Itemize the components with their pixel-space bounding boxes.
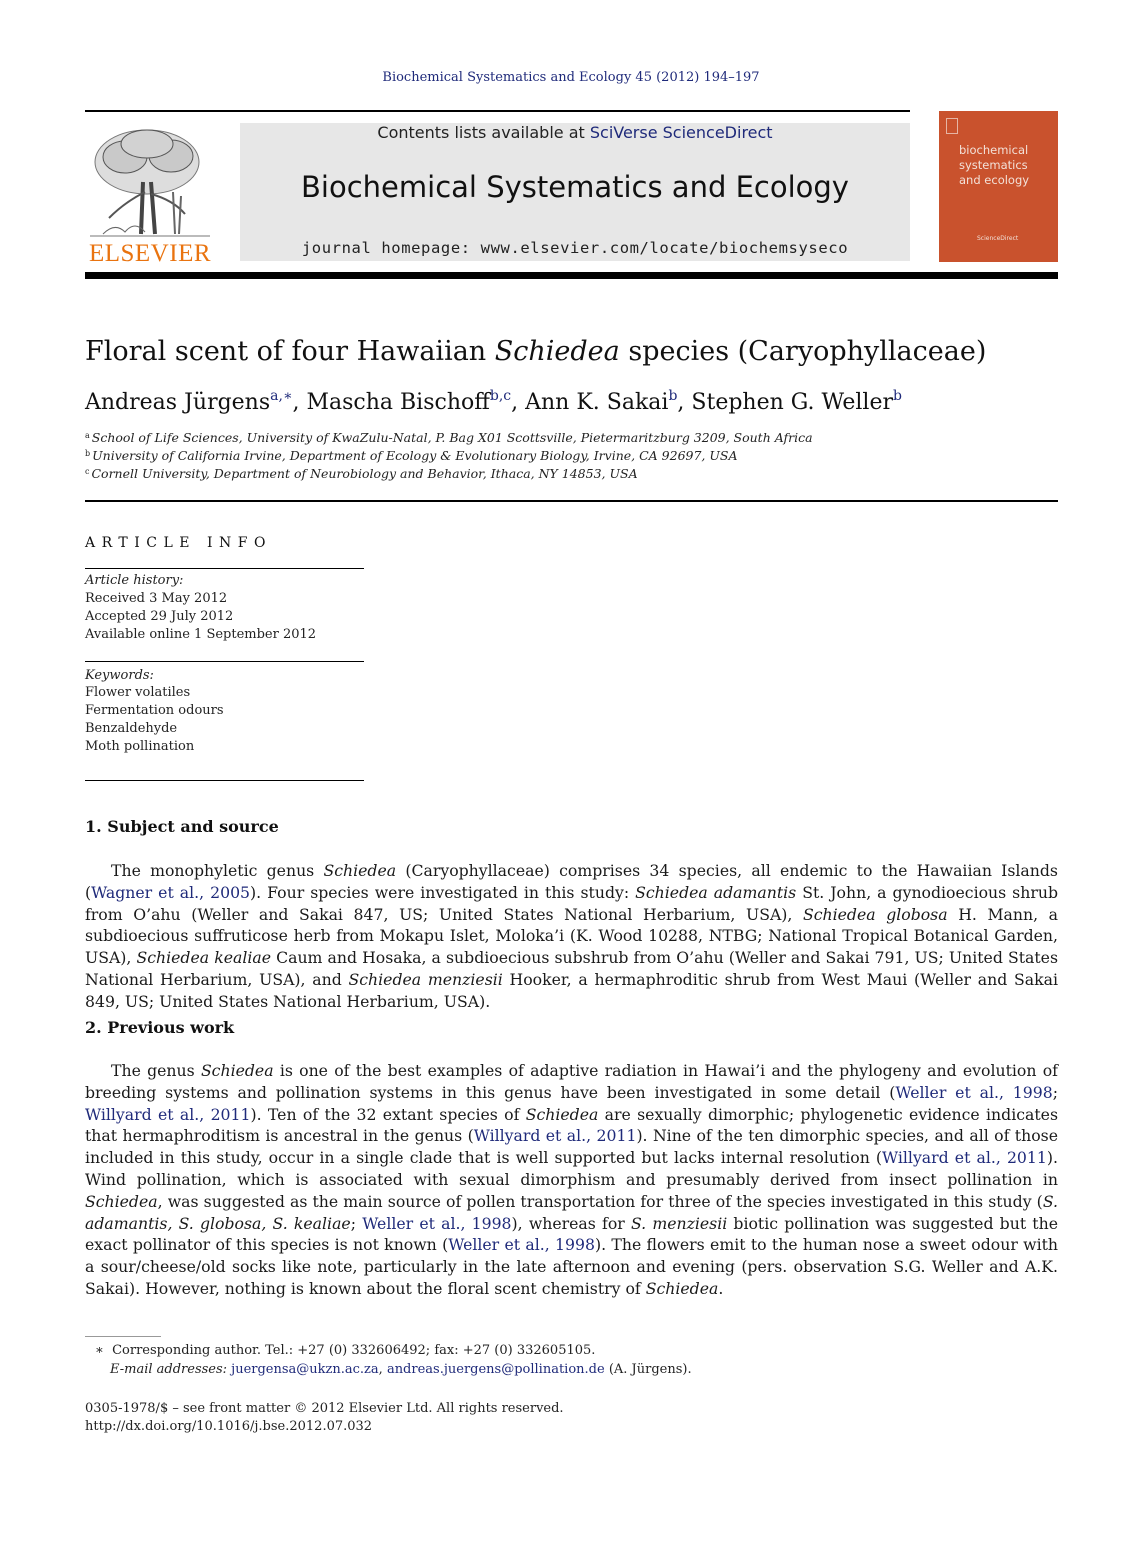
history-received: Received 3 May 2012 xyxy=(85,591,228,606)
author-list xyxy=(85,388,902,415)
keyword: Moth pollination xyxy=(85,739,195,754)
affiliation-text: Cornell University, Department of Neurobiology and Behavior, Ithaca, NY 14853, USA xyxy=(91,466,638,481)
journal-homepage-link[interactable]: journal homepage: www.elsevier.com/locate/biochemsyseco xyxy=(301,239,849,257)
contents-line xyxy=(240,123,910,142)
section-1-body xyxy=(85,860,1058,1013)
body-text: ). Four species were investigated in this study: xyxy=(250,882,636,902)
author-affiliation-marker[interactable]: b,c xyxy=(489,388,512,404)
italic-text: Schiedea menziesii xyxy=(348,969,503,989)
italic-text: Schiedea xyxy=(85,1191,158,1211)
footnote-rule xyxy=(85,1336,161,1337)
citation-link[interactable]: Weller et al., 1998 xyxy=(448,1235,595,1255)
affiliation-text: University of California Irvine, Department of Ecology & Evolutionary Biology, Irvine, CA 92697, USA xyxy=(92,448,738,463)
affiliation-mark: b xyxy=(85,449,91,458)
author-name: Mascha Bischoff xyxy=(306,390,490,415)
affiliation-c xyxy=(85,466,638,481)
elsevier-wordmark: ELSEVIER xyxy=(88,240,212,267)
paragraph xyxy=(85,860,1058,1013)
affiliation-a xyxy=(85,430,813,445)
body-text: ; xyxy=(1052,1082,1058,1102)
body-text: is one of the best examples of adaptive radiation in Hawai’i and the phylogeny and evolution of breeding systems and pollination systems in this genus have been investigated in some detail ( xyxy=(85,1061,1058,1102)
email-label: E-mail addresses: xyxy=(110,1362,232,1377)
header-rule xyxy=(85,110,910,112)
masthead-rule xyxy=(85,272,1058,279)
history-accepted: Accepted 29 July 2012 xyxy=(85,609,234,624)
italic-text: Schiedea kealiae xyxy=(136,948,272,968)
journal-citation-link[interactable]: Biochemical Systematics and Ecology 45 (2012) 194–197 xyxy=(382,70,760,85)
email-link[interactable]: juergensa@ukzn.ac.za xyxy=(231,1362,379,1377)
author-affiliation-marker[interactable]: a,∗ xyxy=(270,388,293,404)
italic-text: Schiedea xyxy=(525,1104,599,1124)
body-text: Hooker, a hermaphroditic shrub from West Maui (Weller and Sakai 849, US; United States National Herbarium, USA). xyxy=(85,969,1058,1011)
body-text: ). Nine of the ten dimorphic species, and all of those included in this study, occur in a single clade that is well supported but lacks internal resolution ( xyxy=(85,1126,1058,1168)
body-text: (Caryophyllaceae) comprises 34 species, all endemic to the Hawaiian Islands ( xyxy=(85,861,1058,902)
cover-badge: ScienceDirect xyxy=(977,235,1019,242)
author-name: Andreas Jürgens xyxy=(85,390,271,415)
keywords-label: Keywords: xyxy=(85,668,154,683)
section-2-heading: 2. Previous work xyxy=(85,1018,235,1037)
italic-text: Schiedea globosa xyxy=(802,904,948,924)
italic-text: Schiedea xyxy=(200,1061,274,1080)
email-sep: , xyxy=(378,1362,387,1377)
author-name: Ann K. Sakai xyxy=(525,390,669,415)
italic-text: Schiedea xyxy=(323,861,397,880)
citation-link[interactable]: Weller et al., 1998 xyxy=(895,1082,1053,1102)
body-text: ). Wind pollination, which is associated with sexual dimorphism and presumably derived from insect pollination in xyxy=(85,1148,1058,1189)
info-rule xyxy=(85,780,364,781)
citation-link[interactable]: Willyard et al., 2011 xyxy=(882,1148,1047,1168)
keyword: Benzaldehyde xyxy=(85,721,178,736)
keyword: Flower volatiles xyxy=(85,685,191,700)
body-text: Caum and Hosaka, a subdioecious subshrub from O’ahu (Weller and Sakai 791, US; United States National Herbarium, USA), and xyxy=(85,948,1058,989)
affiliation-b xyxy=(85,448,738,463)
info-rule xyxy=(85,568,364,569)
affiliation-mark: c xyxy=(85,467,90,476)
title-block-rule xyxy=(85,500,1058,502)
italic-text: Schiedea adamantis xyxy=(635,882,797,902)
title-part: species (Caryophyllaceae) xyxy=(619,336,987,367)
body-text: biotic pollination was suggested but the exact pollinator of this species is not known ( xyxy=(85,1213,1058,1255)
journal-title: Biochemical Systematics and Ecology xyxy=(301,170,849,204)
body-text: ). Ten of the 32 extant species of xyxy=(250,1104,526,1124)
body-text: ; xyxy=(350,1213,363,1233)
keyword: Fermentation odours xyxy=(85,703,224,718)
copyright-line: 0305-1978/$ – see front matter © 2012 Elsevier Ltd. All rights reserved. xyxy=(85,1401,564,1416)
article-title xyxy=(85,336,986,367)
body-text: The genus xyxy=(111,1061,201,1080)
author-affiliation-marker[interactable]: b xyxy=(668,388,678,404)
history-online: Available online 1 September 2012 xyxy=(85,627,317,642)
info-rule xyxy=(85,661,364,662)
affiliation-mark: a xyxy=(85,431,90,440)
cover-title: biochemical systematics and ecology xyxy=(959,143,1030,187)
author-name: Stephen G. Weller xyxy=(691,390,893,415)
cover-logo-icon xyxy=(946,118,958,134)
body-text: ), whereas for xyxy=(511,1213,631,1233)
paragraph xyxy=(85,1060,1058,1300)
body-text: . xyxy=(718,1278,724,1298)
section-2-body xyxy=(85,1060,1058,1300)
author-sep: , xyxy=(677,390,692,415)
email-link[interactable]: andreas.juergens@pollination.de xyxy=(386,1362,605,1377)
article-info-heading: ARTICLE INFO xyxy=(85,535,272,551)
sciencedirect-link[interactable]: SciVerse ScienceDirect xyxy=(589,123,773,142)
footnote-mark: ∗ xyxy=(95,1343,104,1358)
contents-prefix: Contents lists available at xyxy=(377,123,590,142)
email-owner: (A. Jürgens). xyxy=(604,1362,692,1377)
journal-cover-image[interactable] xyxy=(939,111,1058,262)
author-affiliation-marker[interactable]: b xyxy=(893,388,902,404)
body-text: St. John, a gynodioecious shrub from O’ahu (Weller and Sakai 847, US; United States National Herbarium, USA), xyxy=(85,882,1058,924)
italic-text: Schiedea xyxy=(645,1278,719,1298)
title-genus: Schiedea xyxy=(494,336,620,367)
email-footnote xyxy=(110,1362,692,1377)
doi-link[interactable]: http://dx.doi.org/10.1016/j.bse.2012.07.032 xyxy=(85,1419,373,1434)
title-part: Floral scent of four Hawaiian xyxy=(85,336,495,367)
section-1-heading: 1. Subject and source xyxy=(85,817,279,836)
citation-link[interactable]: Willyard et al., 2011 xyxy=(473,1126,637,1146)
journal-masthead xyxy=(240,123,910,261)
citation-link[interactable]: Willyard et al., 2011 xyxy=(85,1104,251,1124)
body-text: ). The flowers emit to the human nose a sweet odour with a sour/cheese/old socks like note, particularly in the late afternoon and evening (pers. observation S.G. Weller and A.K. Sakai). However, nothing is known about the floral scent chemistry of xyxy=(85,1235,1058,1298)
author-sep: , xyxy=(511,390,526,415)
footnote-text: Corresponding author. Tel.: +27 (0) 332606492; fax: +27 (0) 332605105. xyxy=(112,1343,596,1358)
history-label: Article history: xyxy=(85,573,184,588)
author-sep: , xyxy=(292,390,307,415)
body-text: The monophyletic genus xyxy=(111,861,324,880)
citation-link[interactable]: Weller et al., 1998 xyxy=(362,1213,512,1233)
body-text: are sexually dimorphic; phylogenetic evidence indicates that hermaphroditism is ancestral in the genus ( xyxy=(85,1104,1058,1146)
italic-text: S. adamantis, S. globosa, S. kealiae xyxy=(85,1191,1058,1233)
italic-text: S. menziesii xyxy=(630,1213,728,1233)
citation-link[interactable]: Wagner et al., 2005 xyxy=(91,882,251,902)
body-text: , was suggested as the main source of pollen transportation for three of the species investigated in this study ( xyxy=(157,1191,1043,1211)
body-text: H. Mann, a subdioecious suffruticose herb from Mokapu Islet, Moloka’i (K. Wood 10288, NTBG; National Tropical Botanical Garden, USA), xyxy=(85,904,1059,968)
corresponding-footnote xyxy=(95,1343,595,1358)
affiliation-text: School of Life Sciences, University of KwaZulu-Natal, P. Bag X01 Scottsville, Pietermaritzburg 3209, South Africa xyxy=(91,430,813,445)
